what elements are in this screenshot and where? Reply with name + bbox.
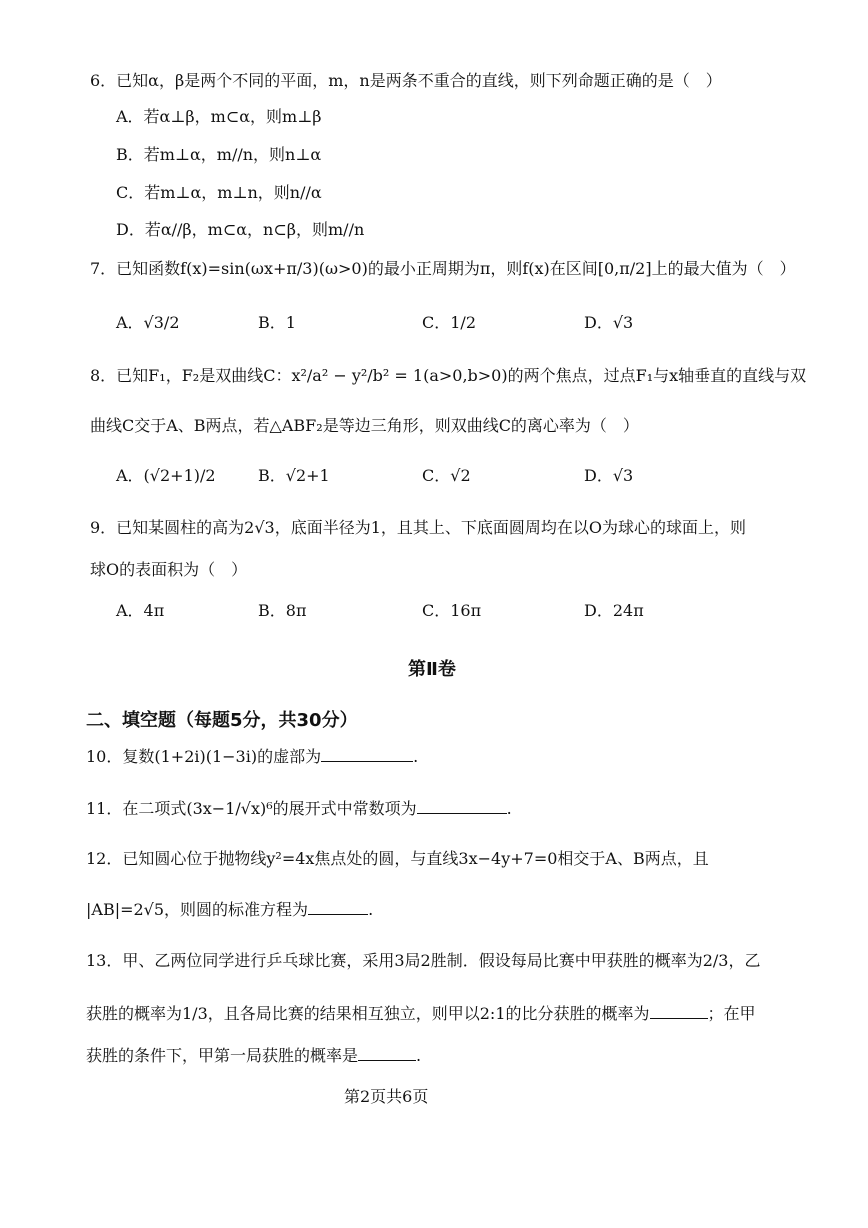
q9-option-b: B．8π xyxy=(258,601,307,620)
q12-answer-blank[interactable] xyxy=(308,898,368,915)
q6-option-c: C．若m⊥α，m⊥n，则n//α xyxy=(116,183,322,202)
page-footer: 第2页共6页 xyxy=(344,1087,429,1106)
q8-stem-line2: 曲线C交于A、B两点，若△ABF₂是等边三角形，则双曲线C的离心率为（ ） xyxy=(90,416,639,435)
q13-answer-blank-2[interactable] xyxy=(358,1044,416,1061)
q9-option-d: D．24π xyxy=(584,601,644,620)
q13-text-b: ；在甲 xyxy=(707,1004,756,1023)
q8-stem-line1: 8．已知F₁，F₂是双曲线C：x²/a² − y²/b² = 1(a>0,b>0)的两个焦点，过点F₁与x轴垂直的直线与双 xyxy=(90,366,807,385)
q6-option-a: A．若α⊥β，m⊂α，则m⊥β xyxy=(116,107,322,126)
q10-text: 10．复数(1+2i)(1−3i)的虚部为 xyxy=(86,747,322,766)
q12-text: |AB|=2√5，则圆的标准方程为 xyxy=(86,900,309,919)
q10-answer-blank[interactable] xyxy=(321,745,413,762)
q7-option-a: A．√3/2 xyxy=(116,313,180,332)
q6-option-d: D．若α//β，m⊂α，n⊂β，则m//n xyxy=(116,220,365,239)
q13-answer-blank-1[interactable] xyxy=(650,1002,708,1019)
q13-line1: 13．甲、乙两位同学进行乒乓球比赛，采用3局2胜制．假设每局比赛中甲获胜的概率为2/3，乙 xyxy=(86,951,761,970)
q9-stem-line1: 9．已知某圆柱的高为2√3，底面半径为1，且其上、下底面圆周均在以O为球心的球面上，则 xyxy=(90,518,747,537)
q7-stem: 7．已知函数f(x)=sin(ωx+π/3)(ω>0)的最小正周期为π，则f(x)在区间[0,π/2]上的最大值为（ ） xyxy=(90,259,796,278)
q8-option-a: A．(√2+1)/2 xyxy=(116,466,216,485)
q12-line1: 12．已知圆心位于抛物线y²=4x焦点处的圆，与直线3x−4y+7=0相交于A、B两点，且 xyxy=(86,849,709,868)
q13-text-c: 获胜的条件下，甲第一局获胜的概率是 xyxy=(86,1046,359,1065)
q11-line: 11．在二项式(3x−1/√x)⁶的展开式中常数项为 . xyxy=(86,799,512,818)
q13-line2 xyxy=(86,1002,756,1025)
q13-line3: 获胜的条件下，甲第一局获胜的概率是 . xyxy=(86,1046,422,1065)
q9-option-c: C．16π xyxy=(422,601,482,620)
q8-option-d: D．√3 xyxy=(584,466,634,485)
section-title: 第Ⅱ卷 xyxy=(408,659,456,680)
q13-text-a: 获胜的概率为1/3，且各局比赛的结果相互独立，则甲以2:1的比分获胜的概率为 xyxy=(86,1004,650,1023)
q9-option-a: A．4π xyxy=(116,601,165,620)
q12-line2: |AB|=2√5，则圆的标准方程为 . xyxy=(86,900,374,919)
q11-answer-blank[interactable] xyxy=(417,797,507,814)
fill-in-heading: 二、填空题（每题5分，共30分） xyxy=(86,710,358,731)
q8-option-b: B．√2+1 xyxy=(258,466,330,485)
q6-stem: 6．已知α，β是两个不同的平面，m，n是两条不重合的直线，则下列命题正确的是（ ） xyxy=(90,71,722,90)
q9-stem-line2: 球O的表面积为（ ） xyxy=(90,560,248,579)
q7-option-d: D．√3 xyxy=(584,313,634,332)
q8-option-c: C．√2 xyxy=(422,466,471,485)
q11-text: 11．在二项式(3x−1/√x)⁶的展开式中常数项为 xyxy=(86,799,417,818)
q10-line: 10．复数(1+2i)(1−3i)的虚部为 . xyxy=(86,747,419,766)
q6-option-b: B．若m⊥α，m//n，则n⊥α xyxy=(116,145,322,164)
q7-option-b: B．1 xyxy=(258,313,296,332)
q7-option-c: C．1/2 xyxy=(422,313,476,332)
